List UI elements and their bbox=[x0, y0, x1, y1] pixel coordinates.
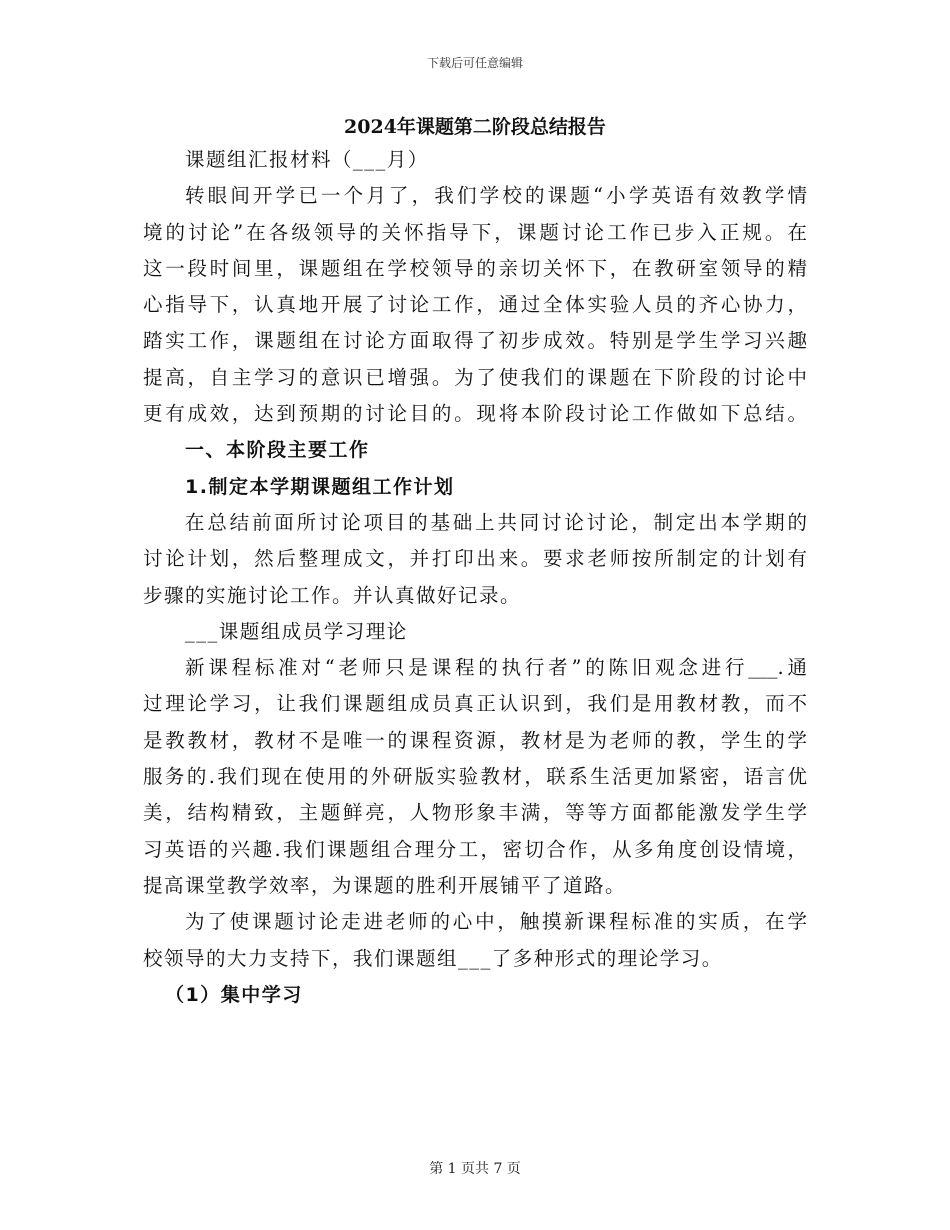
document-title: 2024年课题第二阶段总结报告 bbox=[344, 116, 606, 138]
text-line: 服务的.我们现在使用的外研版实验教材，联系生活更加紧密，语言优 bbox=[143, 765, 807, 789]
text-line: 是教教材，教材不是唯一的课程资源，教材是为老师的教，学生的学 bbox=[143, 728, 807, 752]
section-heading-plan: 1.制定本学期课题组工作计划 bbox=[185, 475, 455, 498]
text-line: 美，结构精致，主题鲜亮，人物形象丰满，等等方面都能激发学生学 bbox=[143, 801, 807, 825]
text-line: 为了使课题讨论走进老师的心中，触摸新课程标准的实质，在学 bbox=[185, 910, 807, 934]
text-line: 步骤的实施讨论工作。并认真做好记录。 bbox=[143, 583, 522, 607]
text-line: 过理论学习，让我们课题组成员真正认识到，我们是用教材教，而不 bbox=[143, 692, 807, 716]
paragraph-plan bbox=[143, 505, 807, 614]
text-line: 心指导下，认真地开展了讨论工作，通过全体实验人员的齐心协力， bbox=[143, 293, 807, 317]
text-line: 提高，自主学习的意识已增强。为了使我们的课题在下阶段的讨论中 bbox=[143, 365, 807, 389]
paragraph-study-forms bbox=[143, 904, 807, 977]
text-line: 讨论计划，然后整理成文，并打印出来。要求老师按所制定的计划有 bbox=[143, 547, 807, 571]
page-footer: 第 1 页共 7 页 bbox=[429, 1161, 521, 1177]
text-line: 新课程标准对“老师只是课程的执行者”的陈旧观念进行___.通 bbox=[185, 656, 807, 680]
document-subtitle: 课题组汇报材料（___月） bbox=[185, 148, 429, 171]
text-line: 境的讨论”在各级领导的关怀指导下，课题讨论工作已步入正规。在 bbox=[143, 220, 807, 244]
page-header: 下载后可任意编辑 bbox=[426, 56, 523, 70]
text-line: 更有成效，达到预期的讨论目的。现将本阶段讨论工作做如下总结。 bbox=[143, 402, 807, 426]
paragraph-intro bbox=[143, 178, 807, 432]
section-heading-main-work: 一、本阶段主要工作 bbox=[185, 439, 370, 462]
paragraph-theory bbox=[143, 650, 807, 904]
text-line: 提高课堂教学效率，为课题的胜利开展铺平了道路。 bbox=[143, 873, 627, 897]
section-heading-theory: ___课题组成员学习理论 bbox=[185, 619, 408, 643]
text-line: 这一段时间里，课题组在学校领导的亲切关怀下，在教研室领导的精 bbox=[143, 256, 807, 280]
text-line: 习英语的兴趣.我们课题组合理分工，密切合作，从多角度创设情境， bbox=[143, 837, 807, 861]
section-heading-group-study: （1）集中学习 bbox=[165, 983, 303, 1006]
text-line: 踏实工作，课题组在讨论方面取得了初步成效。特别是学生学习兴趣 bbox=[143, 329, 807, 353]
text-line: 转眼间开学已一个月了，我们学校的课题“小学英语有效教学情 bbox=[185, 184, 807, 208]
text-line: 在总结前面所讨论项目的基础上共同讨论讨论，制定出本学期的 bbox=[185, 510, 807, 534]
document-body bbox=[143, 112, 807, 1013]
text-line: 校领导的大力支持下，我们课题组___了多种形式的理论学习。 bbox=[143, 946, 723, 970]
